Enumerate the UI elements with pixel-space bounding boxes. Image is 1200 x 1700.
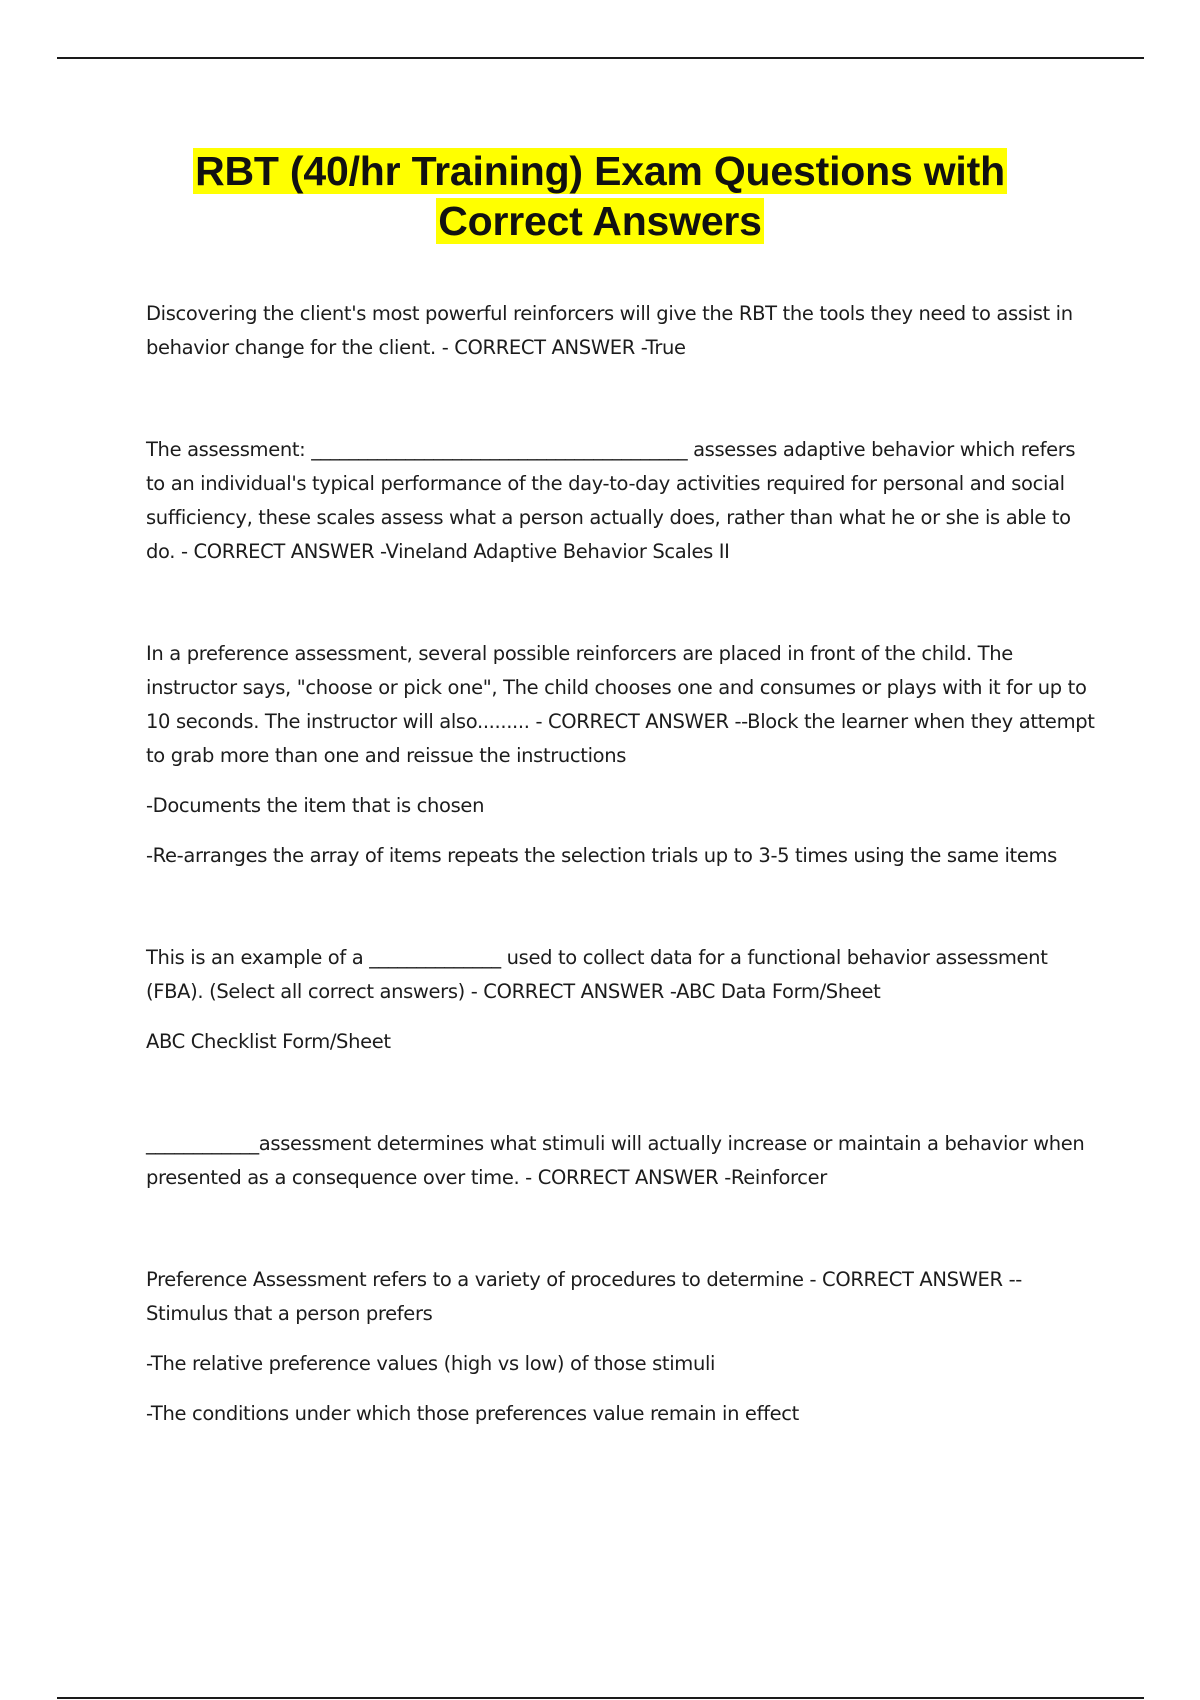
bottom-rule — [57, 1697, 1144, 1699]
top-rule — [57, 57, 1144, 59]
qa-paragraph: Discovering the client's most powerful reinforcers will give the RBT the tools they need to assist in behavior change for the client. - CORRECT ANSWER -True — [146, 302, 1073, 359]
qa-item-3 — [146, 637, 1096, 873]
qa-paragraph: The assessment: ________________________________________ assesses adaptive behavior which refers to an individual's typical performance of the day-to-day activities required for personal and social sufficiency, these scales assess what a person actually does, rather than what he or she is able to do. - CORRECT ANSWER -Vineland Adaptive Behavior Scales II — [146, 438, 1076, 563]
qa-paragraph: -Re-arranges the array of items repeats the selection trials up to 3-5 times using the same items — [146, 844, 1057, 867]
qa-paragraph: -The conditions under which those preferences value remain in effect — [146, 1402, 799, 1425]
qa-list — [146, 297, 1096, 1447]
qa-paragraph: -Documents the item that is chosen — [146, 794, 485, 817]
qa-item-1 — [146, 297, 1096, 365]
page-title — [100, 146, 1100, 246]
qa-paragraph: ____________assessment determines what stimuli will actually increase or maintain a behavior when presented as a consequence over time. - CORRECT ANSWER -Reinforcer — [146, 1132, 1085, 1189]
qa-paragraph: Preference Assessment refers to a variety of procedures to determine - CORRECT ANSWER --Stimulus that a person prefers — [146, 1268, 1022, 1325]
qa-paragraph: -The relative preference values (high vs low) of those stimuli — [146, 1352, 716, 1375]
qa-item-5 — [146, 1127, 1096, 1195]
qa-paragraph: This is an example of a ______________ used to collect data for a functional behavior assessment (FBA). (Select all correct answers) - CORRECT ANSWER -ABC Data Form/Sheet — [146, 946, 1048, 1003]
qa-item-4 — [146, 941, 1096, 1059]
qa-item-6 — [146, 1263, 1096, 1431]
title-line-1: RBT (40/hr Training) Exam Questions with — [195, 148, 1005, 194]
qa-paragraph: In a preference assessment, several possible reinforcers are placed in front of the child. The instructor says, "choose or pick one", The child chooses one and consumes or plays with it for up to 10 seconds. The instructor will also......... - CORRECT ANSWER --Block the learner when they attempt to grab more than one and reissue the instructions — [146, 642, 1095, 767]
qa-paragraph: ABC Checklist Form/Sheet — [146, 1030, 391, 1053]
qa-item-2 — [146, 433, 1096, 569]
title-line-2: Correct Answers — [438, 198, 762, 244]
